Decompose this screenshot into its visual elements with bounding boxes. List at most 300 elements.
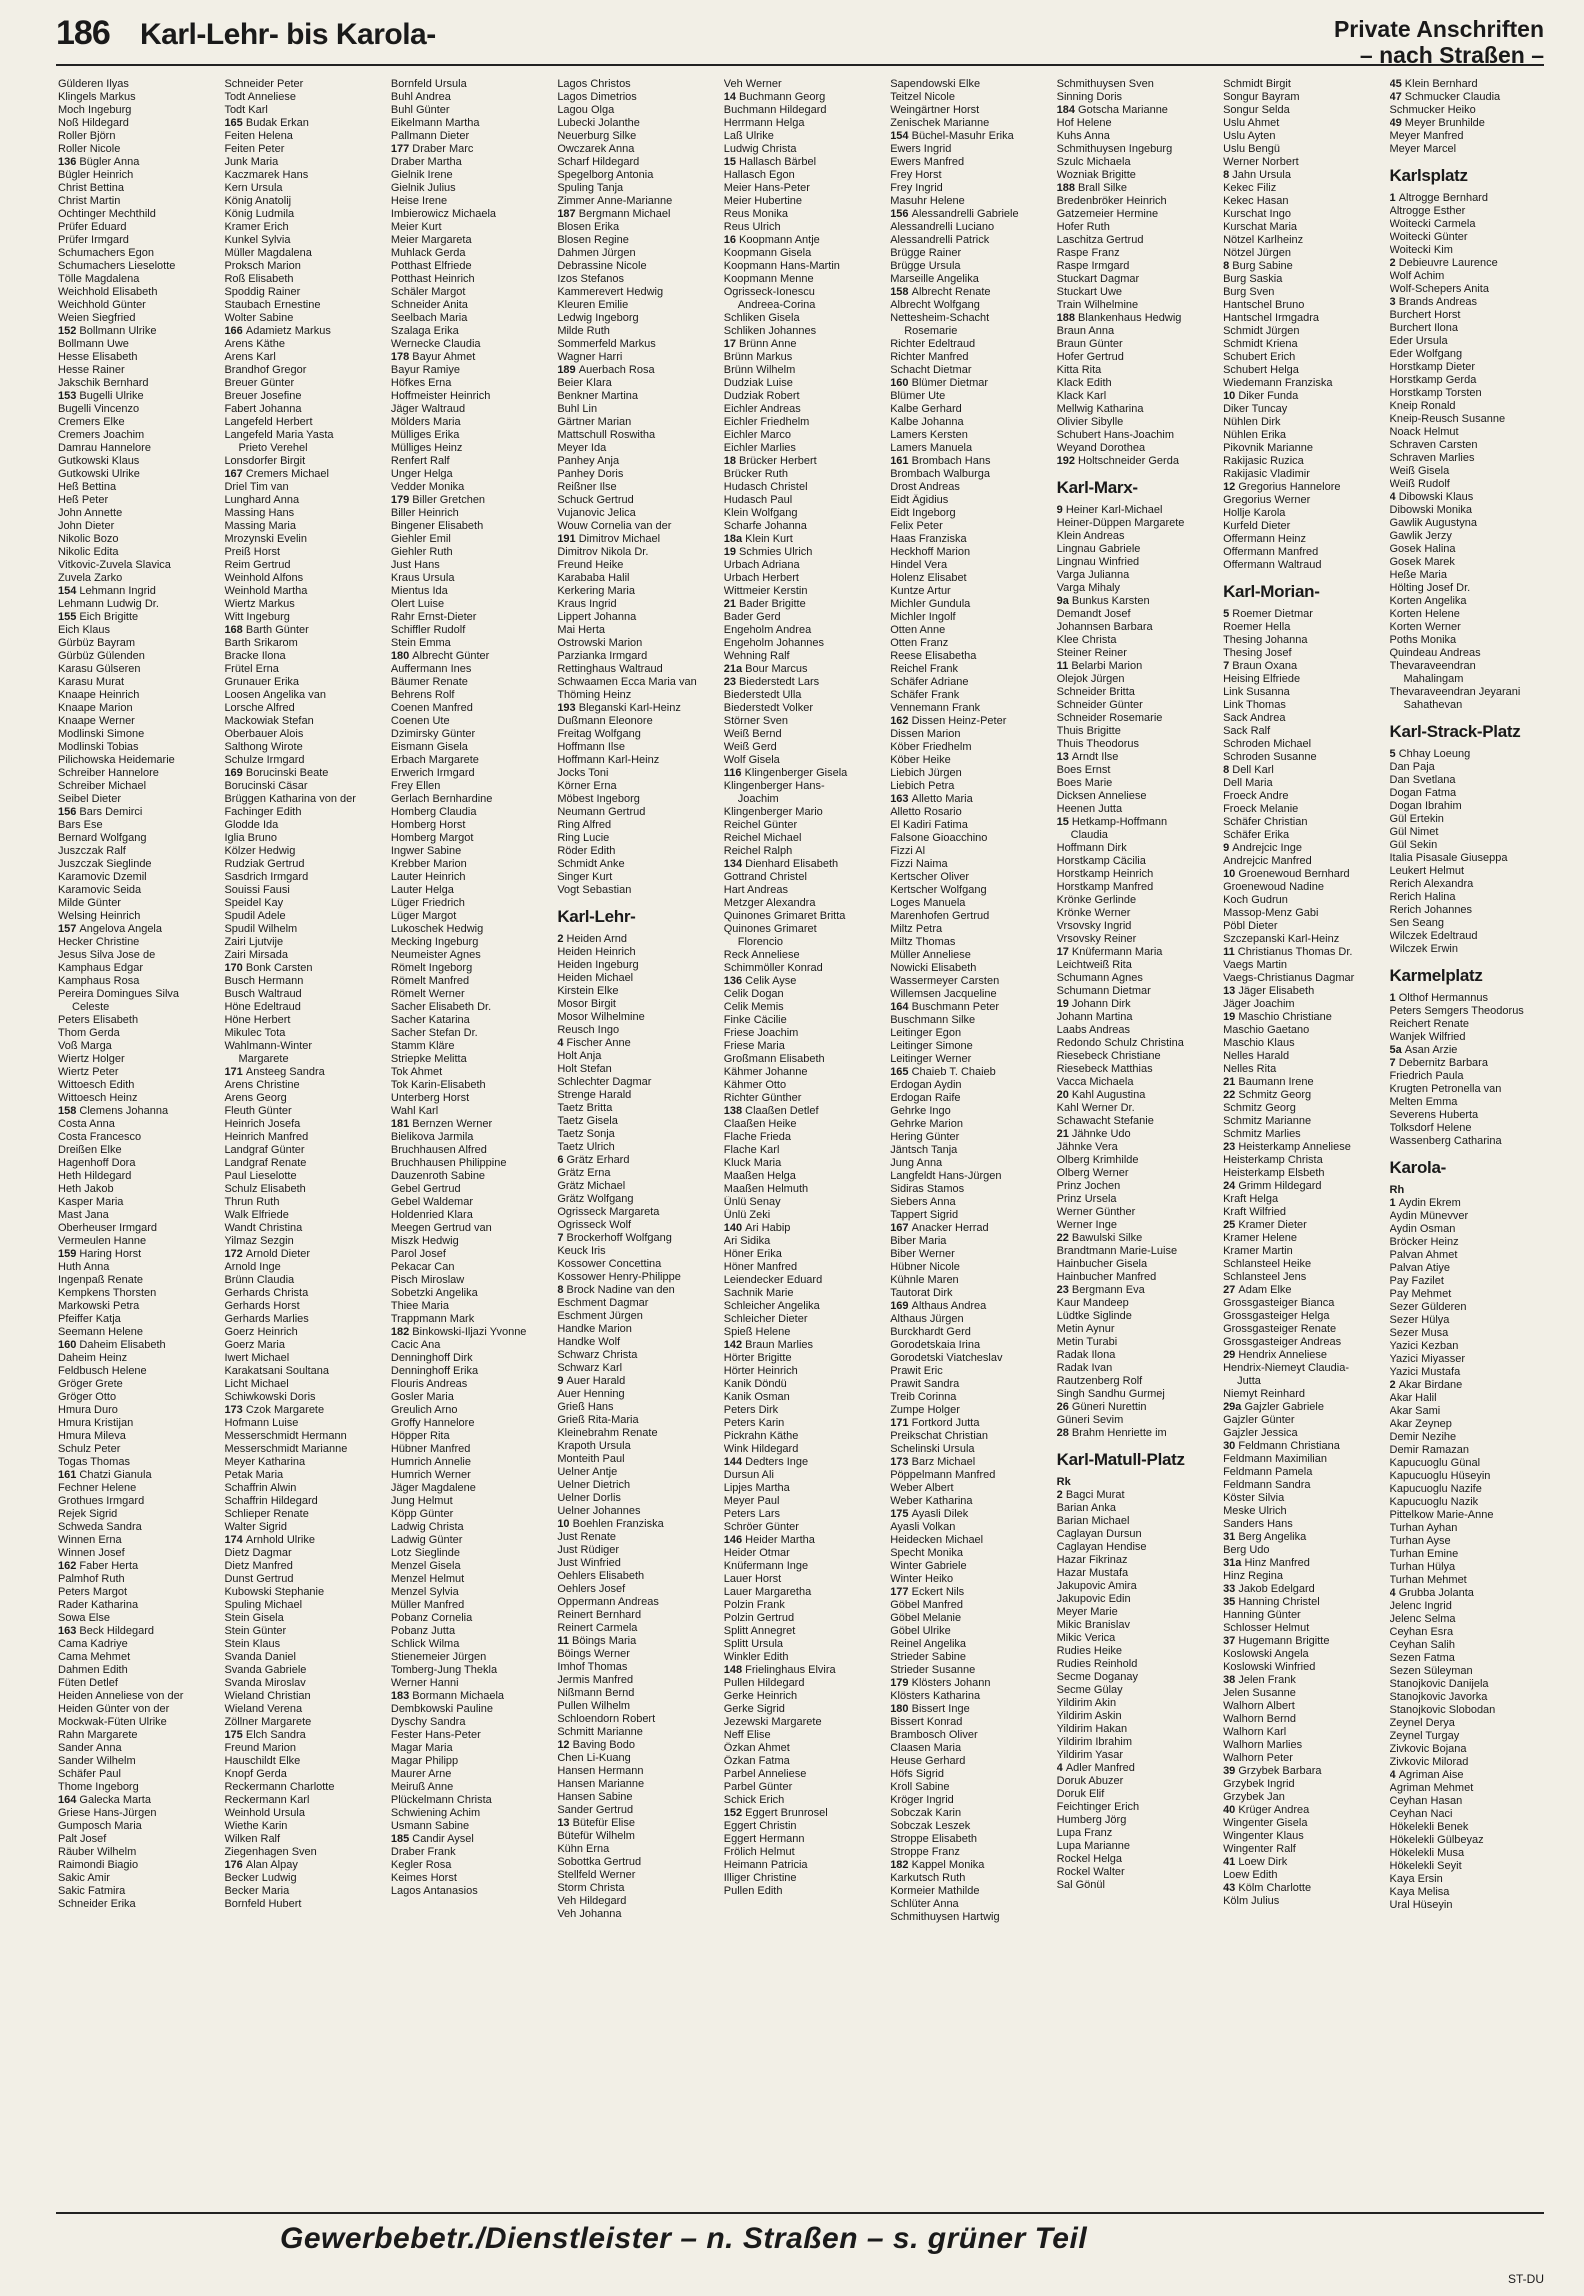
directory-entry: Kalbe Gerhard bbox=[890, 403, 962, 415]
directory-entry: Reus Ulrich bbox=[723, 221, 781, 233]
directory-entry: Hantschel Bruno bbox=[1223, 299, 1305, 311]
directory-entry: Nühlen Dirk bbox=[1223, 416, 1281, 428]
directory-entry: Wiertz Peter bbox=[58, 1066, 119, 1078]
directory-entry: Turhan Mehmet bbox=[1389, 1574, 1467, 1586]
directory-entry: Prüfer Eduard bbox=[58, 221, 127, 233]
directory-entry: Cacic Ana bbox=[390, 1339, 441, 1351]
house-number: 1 bbox=[1389, 992, 1399, 1004]
directory-entry: Humrich Annelie bbox=[390, 1456, 471, 1468]
directory-entry: Gutkowski Klaus bbox=[58, 455, 140, 467]
directory-entry: Neumann Gertrud bbox=[557, 806, 646, 818]
directory-entry: Friese Maria bbox=[723, 1040, 785, 1052]
directory-entry: Ladwig Günter bbox=[390, 1534, 463, 1546]
directory-entry: Offermann Manfred bbox=[1223, 546, 1319, 558]
directory-entry: Schliken Johannes bbox=[723, 325, 817, 337]
directory-entry: 28 Brahm Henriette im bbox=[1056, 1427, 1167, 1439]
directory-entry: 146 Heider Martha bbox=[723, 1534, 815, 1546]
directory-entry: Rockel Helga bbox=[1056, 1853, 1123, 1865]
directory-entry: Ring Alfred bbox=[557, 819, 612, 831]
directory-entry: Gröger Otto bbox=[58, 1391, 117, 1403]
house-number: 43 bbox=[1223, 1882, 1239, 1894]
directory-entry: 136 Celik Ayse bbox=[723, 975, 797, 987]
directory-entry: Roß Elisabeth bbox=[224, 273, 294, 285]
directory-entry: Möbest Ingeborg bbox=[557, 793, 640, 805]
directory-entry: Songur Selda bbox=[1223, 104, 1290, 116]
house-number: 165 bbox=[224, 117, 246, 129]
directory-entry: Heth Jakob bbox=[58, 1183, 114, 1195]
directory-entry: Meyer Marie bbox=[1056, 1606, 1118, 1618]
directory-entry: Rockel Walter bbox=[1056, 1866, 1125, 1878]
directory-entry: Heß Bettina bbox=[58, 481, 117, 493]
directory-entry: Stein Gisela bbox=[224, 1612, 284, 1624]
directory-entry: Otten Anne bbox=[890, 624, 946, 636]
directory-entry: Flache Frieda bbox=[723, 1131, 792, 1143]
directory-entry: Willemsen Jacqueline bbox=[890, 988, 997, 1000]
section-title-line1: Private Anschriften bbox=[1333, 16, 1544, 42]
directory-entry: Knüfermann Inge bbox=[723, 1560, 809, 1572]
directory-entry: Woitecki Günter bbox=[1389, 231, 1468, 243]
directory-entry: Varga Julianna bbox=[1056, 569, 1130, 581]
directory-entry: Körner Erna bbox=[557, 780, 617, 792]
directory-entry: Grossgasteiger Renate bbox=[1223, 1323, 1337, 1335]
directory-entry: Kluck Maria bbox=[723, 1157, 782, 1169]
directory-entry: Langefeld Herbert bbox=[224, 416, 313, 428]
directory-entry: 173 Barz Michael bbox=[890, 1456, 976, 1468]
directory-column bbox=[1057, 78, 1215, 2158]
directory-entry: Sapendowski Elke bbox=[890, 78, 981, 90]
directory-entry: Spudil Adele bbox=[224, 910, 286, 922]
directory-entry: Nowicki Elisabeth bbox=[890, 962, 977, 974]
directory-entry: Friese Joachim bbox=[723, 1027, 799, 1039]
directory-entry: Debrassine Nicole bbox=[557, 260, 647, 272]
directory-entry: Link Thomas bbox=[1223, 699, 1286, 711]
house-number: 19 bbox=[723, 546, 740, 558]
directory-entry: Kossower Henry-Philippe bbox=[557, 1271, 681, 1283]
directory-entry: Rudies Heike bbox=[1056, 1645, 1123, 1657]
directory-entry: Mülliges Heinz bbox=[390, 442, 463, 454]
directory-entry: Prieto Verehel bbox=[238, 442, 308, 454]
directory-entry: 21a Bour Marcus bbox=[723, 663, 808, 675]
directory-entry: Quinones Grimaret bbox=[723, 923, 817, 935]
directory-entry: Denninghoff Erika bbox=[390, 1365, 479, 1377]
directory-entry: Dahmen Edith bbox=[58, 1664, 128, 1676]
directory-entry: Fachinger Edith bbox=[224, 806, 302, 818]
directory-entry: Burchert Horst bbox=[1389, 309, 1461, 321]
house-number: 189 bbox=[557, 364, 579, 376]
directory-entry: Weichhold Elisabeth bbox=[58, 286, 158, 298]
directory-entry: Hoffmann Dirk bbox=[1056, 842, 1127, 854]
house-number: 6 bbox=[557, 1154, 567, 1166]
directory-entry: Hecker Christine bbox=[58, 936, 140, 948]
directory-entry: Korten Werner bbox=[1389, 621, 1461, 633]
page-number: 186 bbox=[56, 14, 110, 52]
directory-entry: Griese Hans-Jürgen bbox=[58, 1807, 157, 1819]
directory-entry: Demir Ramazan bbox=[1389, 1444, 1469, 1456]
house-number: 27 bbox=[1223, 1284, 1239, 1296]
directory-entry: Pobanz Cornelia bbox=[390, 1612, 473, 1624]
directory-entry: Gül Ertekin bbox=[1389, 813, 1444, 825]
directory-entry: Pallmann Dieter bbox=[390, 130, 470, 142]
directory-entry: Thuis Brigitte bbox=[1056, 725, 1121, 737]
directory-entry: Karakatsani Soultana bbox=[224, 1365, 330, 1377]
house-number: 163 bbox=[58, 1625, 80, 1637]
directory-entry: Schaffrin Alwin bbox=[224, 1482, 297, 1494]
directory-entry: Meier Kurt bbox=[390, 221, 442, 233]
directory-entry: Milde Ruth bbox=[557, 325, 610, 337]
directory-entry: Ostrowski Marion bbox=[557, 637, 643, 649]
directory-entry: Lorsche Alfred bbox=[224, 702, 295, 714]
directory-entry: Finke Cäcilie bbox=[723, 1014, 787, 1026]
directory-entry: Göbel Ulrike bbox=[890, 1625, 951, 1637]
directory-entry: 13 Jäger Elisabeth bbox=[1223, 985, 1315, 997]
house-number: 148 bbox=[723, 1664, 746, 1676]
directory-entry: Witt Ingeburg bbox=[224, 611, 290, 623]
directory-entry: 159 Haring Horst bbox=[58, 1248, 142, 1260]
directory-entry: Jakschik Bernhard bbox=[58, 377, 149, 389]
directory-entry: 179 Klösters Johann bbox=[890, 1677, 991, 1689]
directory-entry: Schäler Margot bbox=[390, 286, 466, 298]
directory-entry: Dyschy Sandra bbox=[390, 1716, 466, 1728]
directory-entry: Klingels Markus bbox=[58, 91, 136, 103]
directory-entry: Welsing Heinrich bbox=[58, 910, 141, 922]
house-number: 13 bbox=[1056, 751, 1072, 763]
directory-entry: Florencio bbox=[737, 936, 783, 948]
street-heading: Karl-Marx- bbox=[1056, 478, 1138, 497]
directory-entry: Sezer Hülya bbox=[1389, 1314, 1450, 1326]
directory-entry: Lagos Antanasios bbox=[390, 1885, 478, 1897]
directory-entry: Brambosch Oliver bbox=[890, 1729, 978, 1741]
directory-entry: Gürbüz Bayram bbox=[58, 637, 136, 649]
directory-entry: Pfeiffer Katja bbox=[58, 1313, 121, 1325]
directory-entry: Schneider Erika bbox=[58, 1898, 136, 1910]
directory-entry: Kapucuoglu Hüseyin bbox=[1389, 1470, 1491, 1482]
directory-entry: Lingnau Winfried bbox=[1056, 556, 1140, 568]
directory-entry: Meyer Manfred bbox=[1389, 130, 1464, 142]
house-number: 40 bbox=[1223, 1804, 1239, 1816]
house-number: 3 bbox=[1389, 296, 1399, 308]
directory-entry: Schmitz Marlies bbox=[1223, 1128, 1301, 1140]
directory-entry: Eidt Ägidius bbox=[890, 494, 949, 506]
directory-entry: Schreiber Michael bbox=[58, 780, 147, 792]
directory-entry: Cama Mehmet bbox=[58, 1651, 131, 1663]
directory-entry: Gröger Grete bbox=[58, 1378, 123, 1390]
directory-entry: 17 Knüfermann Maria bbox=[1056, 946, 1163, 958]
directory-entry: 33 Jakob Edelgard bbox=[1223, 1583, 1315, 1595]
directory-entry: Beier Klara bbox=[557, 377, 612, 389]
directory-entry: 6 Grätz Erhard bbox=[557, 1154, 630, 1166]
house-number: 175 bbox=[890, 1508, 912, 1520]
directory-entry: Flouris Andreas bbox=[390, 1378, 468, 1390]
directory-entry: Groffy Hannelore bbox=[390, 1417, 475, 1429]
directory-entry: Meegen Gertrud van bbox=[390, 1222, 492, 1234]
directory-entry: Markowski Petra bbox=[58, 1300, 140, 1312]
house-number: 21 bbox=[1223, 1076, 1239, 1088]
directory-entry: Frey Horst bbox=[890, 169, 942, 181]
house-number: 162 bbox=[890, 715, 912, 727]
directory-entry: Rahr Ernst-Dieter bbox=[390, 611, 477, 623]
directory-entry: Wittmeier Kerstin bbox=[723, 585, 808, 597]
directory-entry: Gärtner Marian bbox=[557, 416, 632, 428]
directory-entry: Heinrich Josefa bbox=[224, 1118, 301, 1130]
directory-entry: Vitkovic-Zuvela Slavica bbox=[58, 559, 171, 571]
directory-entry: Vrsovsky Ingrid bbox=[1056, 920, 1132, 932]
directory-entry: 31a Hinz Manfred bbox=[1223, 1557, 1310, 1569]
house-number: 17 bbox=[1056, 946, 1072, 958]
house-number: 2 bbox=[1389, 1379, 1399, 1391]
directory-entry: Peters Elisabeth bbox=[58, 1014, 139, 1026]
directory-entry: Nikolic Edita bbox=[58, 546, 119, 558]
directory-entry: Bollmann Uwe bbox=[58, 338, 129, 350]
directory-entry: Coenen Ute bbox=[390, 715, 450, 727]
house-number: 183 bbox=[390, 1690, 413, 1702]
directory-entry: 15 Hetkamp-Hoffmann bbox=[1056, 816, 1168, 828]
directory-entry: Heße Maria bbox=[1389, 569, 1447, 581]
directory-entry: 182 Kappel Monika bbox=[890, 1859, 985, 1871]
directory-entry: Dibowski Monika bbox=[1389, 504, 1473, 516]
directory-entry: Schiwkowski Doris bbox=[224, 1391, 316, 1403]
directory-entry: Svanda Gabriele bbox=[224, 1664, 307, 1676]
directory-entry: Link Susanna bbox=[1223, 686, 1290, 698]
directory-entry: Kossower Concettina bbox=[557, 1258, 662, 1270]
directory-entry: Panhey Anja bbox=[557, 455, 620, 467]
directory-entry: Szczepanski Karl-Heinz bbox=[1223, 933, 1340, 945]
house-number: 4 bbox=[557, 1037, 567, 1049]
house-number: 193 bbox=[557, 702, 579, 714]
directory-entry: Eschment Jürgen bbox=[557, 1310, 643, 1322]
directory-entry: Peters Karin bbox=[723, 1417, 785, 1429]
house-number: 171 bbox=[890, 1417, 912, 1429]
directory-entry: Wiethe Karin bbox=[224, 1820, 288, 1832]
directory-entry: Kalbe Johanna bbox=[890, 416, 964, 428]
directory-entry: Fizzi Al bbox=[890, 845, 926, 857]
directory-entry: Hesse Rainer bbox=[58, 364, 125, 376]
directory-entry: Milde Günter bbox=[58, 897, 121, 909]
directory-entry: Eichler Friedhelm bbox=[723, 416, 810, 428]
house-number: 2 bbox=[1389, 257, 1399, 269]
directory-entry: 2 Debieuvre Laurence bbox=[1389, 257, 1498, 269]
directory-entry: Zimmer Anne-Marianne bbox=[557, 195, 673, 207]
directory-entry: Schweda Sandra bbox=[58, 1521, 142, 1533]
directory-entry: Jelen Susanne bbox=[1223, 1687, 1296, 1699]
directory-entry: 5a Asan Arzie bbox=[1389, 1044, 1458, 1056]
directory-entry: Bayur Ramiye bbox=[390, 364, 460, 376]
directory-entry: Roller Nicole bbox=[58, 143, 121, 155]
directory-entry: 9 Auer Harald bbox=[557, 1375, 626, 1387]
directory-entry: Hübner Nicole bbox=[890, 1261, 960, 1273]
directory-entry: 47 Schmucker Claudia bbox=[1389, 91, 1501, 103]
directory-entry: Gerhards Christa bbox=[224, 1287, 309, 1299]
directory-entry: Lagos Dimetrios bbox=[557, 91, 637, 103]
directory-entry: Eich Klaus bbox=[58, 624, 110, 636]
directory-entry: Christ Bettina bbox=[58, 182, 125, 194]
directory-entry: Brünn Markus bbox=[723, 351, 793, 363]
directory-entry: Zairi Ljutvije bbox=[224, 936, 284, 948]
directory-entry: Svanda Daniel bbox=[224, 1651, 296, 1663]
directory-entry: Andrejcic Manfred bbox=[1223, 855, 1312, 867]
directory-entry: Wernecke Claudia bbox=[390, 338, 481, 350]
directory-entry: Froeck Andre bbox=[1223, 790, 1289, 802]
directory-entry: Ledwig Ingeborg bbox=[557, 312, 639, 324]
directory-entry: Burckhardt Gerd bbox=[890, 1326, 971, 1338]
directory-entry: Thome Ingeborg bbox=[58, 1781, 139, 1793]
directory-entry: Bredenbröker Heinrich bbox=[1056, 195, 1167, 207]
directory-entry: Pekacar Can bbox=[390, 1261, 455, 1273]
directory-entry: Maschio Klaus bbox=[1223, 1037, 1295, 1049]
directory-entry: Vacca Michaela bbox=[1056, 1076, 1134, 1088]
directory-entry: Kirstein Elke bbox=[557, 985, 619, 997]
directory-entry: Mölders Maria bbox=[390, 416, 461, 428]
directory-entry: Holenz Elisabet bbox=[890, 572, 967, 584]
directory-entry: Zenischek Marianne bbox=[890, 117, 990, 129]
directory-entry: Friedrich Paula bbox=[1389, 1070, 1464, 1082]
directory-entry: Drost Andreas bbox=[890, 481, 960, 493]
directory-entry: Heimann Patricia bbox=[723, 1859, 808, 1871]
directory-entry: 4 Dibowski Klaus bbox=[1389, 491, 1474, 503]
directory-entry: Ewers Manfred bbox=[890, 156, 965, 168]
directory-entry: Sinning Doris bbox=[1056, 91, 1123, 103]
directory-entry: Brünn Wilhelm bbox=[723, 364, 796, 376]
directory-entry: Hainbucher Gisela bbox=[1056, 1258, 1148, 1270]
directory-entry: Schmitt Marianne bbox=[557, 1726, 643, 1738]
directory-entry: Niemyt Reinhard bbox=[1223, 1388, 1305, 1400]
directory-entry: Nelles Harald bbox=[1223, 1050, 1290, 1062]
directory-entry: Wiertz Holger bbox=[58, 1053, 125, 1065]
directory-entry: Pereira Domingues Silva bbox=[58, 988, 180, 1000]
directory-entry: Feldbusch Helene bbox=[58, 1365, 147, 1377]
directory-entry: Preiß Horst bbox=[224, 546, 281, 558]
directory-entry: Proksch Marion bbox=[224, 260, 301, 272]
directory-entry: Hof Helene bbox=[1056, 117, 1112, 129]
directory-entry: Bars Ese bbox=[58, 819, 103, 831]
directory-entry: Johannsen Barbara bbox=[1056, 621, 1153, 633]
directory-entry: Staubach Ernestine bbox=[224, 299, 321, 311]
house-number: 134 bbox=[723, 858, 746, 870]
directory-entry: Secme Gülay bbox=[1056, 1684, 1123, 1696]
directory-entry: Hering Günter bbox=[890, 1131, 960, 1143]
directory-entry: 25 Kramer Dieter bbox=[1223, 1219, 1307, 1231]
directory-entry: Schaffrin Hildegard bbox=[224, 1495, 318, 1507]
directory-entry: Kertscher Wolfgang bbox=[890, 884, 987, 896]
directory-entry: Yildirim Yasar bbox=[1056, 1749, 1124, 1761]
directory-entry: Schwarz Karl bbox=[557, 1362, 623, 1374]
directory-entry: Tölle Magdalena bbox=[58, 273, 140, 285]
directory-entry: Bracke Ilona bbox=[224, 650, 286, 662]
directory-entry: 158 Albrecht Renate bbox=[890, 286, 991, 298]
directory-entry: Laschitza Gertrud bbox=[1056, 234, 1144, 246]
directory-entry: 13 Bütefür Elise bbox=[557, 1817, 635, 1829]
directory-entry: Mosor Wilhelmine bbox=[557, 1011, 645, 1023]
directory-entry: Cremers Joachim bbox=[58, 429, 145, 441]
directory-entry: Szalaga Erika bbox=[390, 325, 459, 337]
directory-entry: Heisterkamp Elsbeth bbox=[1223, 1167, 1325, 1179]
directory-entry: Yilmaz Sezgin bbox=[224, 1235, 294, 1247]
directory-entry: 175 Ayasli Dilek bbox=[890, 1508, 969, 1520]
directory-entry: 166 Adamietz Markus bbox=[224, 325, 331, 337]
directory-entry: Neff Elise bbox=[723, 1729, 771, 1741]
directory-entry: Junk Maria bbox=[224, 156, 279, 168]
directory-entry: 144 Dedters Inge bbox=[723, 1456, 809, 1468]
directory-entry: Vennemann Frank bbox=[890, 702, 981, 714]
directory-entry: 8 Burg Sabine bbox=[1223, 260, 1293, 272]
directory-entry: 26 Güneri Nurettin bbox=[1056, 1401, 1147, 1413]
directory-entry: Grossgasteiger Bianca bbox=[1223, 1297, 1335, 1309]
directory-entry: Sowa Else bbox=[58, 1612, 110, 1624]
directory-entry: 1 Aydin Ekrem bbox=[1389, 1197, 1461, 1209]
directory-entry: Messerschmidt Hermann bbox=[224, 1430, 347, 1442]
directory-entry: Schliken Gisela bbox=[723, 312, 800, 324]
directory-entry: 188 Blankenhaus Hedwig bbox=[1056, 312, 1182, 324]
directory-entry: Burg Saskia bbox=[1223, 273, 1283, 285]
house-number: 179 bbox=[890, 1677, 912, 1689]
directory-entry: 2 Akar Birdane bbox=[1389, 1379, 1463, 1391]
directory-entry: Kapucuoglu Nazife bbox=[1389, 1483, 1482, 1495]
directory-entry: Ogrisseck Wolf bbox=[557, 1219, 632, 1231]
house-number: 9 bbox=[557, 1375, 567, 1387]
directory-entry: Stroppe Franz bbox=[890, 1846, 960, 1858]
directory-entry: 2 Bagci Murat bbox=[1056, 1489, 1125, 1501]
directory-entry: Huth Anna bbox=[58, 1261, 110, 1273]
directory-entry: Riesebeck Matthias bbox=[1056, 1063, 1153, 1075]
directory-entry: Klösters Katharina bbox=[890, 1690, 981, 1702]
directory-entry: Hmura Kristijan bbox=[58, 1417, 134, 1429]
directory-entry: Potthast Heinrich bbox=[390, 273, 475, 285]
house-number: 164 bbox=[58, 1794, 80, 1806]
directory-entry: Grunauer Erika bbox=[224, 676, 300, 688]
directory-entry: 164 Buschmann Peter bbox=[890, 1001, 1000, 1013]
directory-entry: Peters Semgers Theodorus bbox=[1389, 1005, 1524, 1017]
directory-entry: Loew Edith bbox=[1223, 1869, 1278, 1881]
directory-entry: Brügge Ursula bbox=[890, 260, 961, 272]
directory-entry: Buhl Lin bbox=[557, 403, 598, 415]
directory-entry: Biber Werner bbox=[890, 1248, 955, 1260]
directory-entry: Klingenberger Mario bbox=[723, 806, 823, 818]
directory-entry: Langefeld Maria Yasta bbox=[224, 429, 334, 441]
district-code: Rh bbox=[1389, 1184, 1405, 1196]
directory-entry: Reckermann Charlotte bbox=[224, 1781, 335, 1793]
street-heading: Karlsplatz bbox=[1389, 166, 1468, 185]
directory-entry: Gregorius Werner bbox=[1223, 494, 1311, 506]
house-number: 8 bbox=[557, 1284, 567, 1296]
directory-entry: Wingenter Gisela bbox=[1223, 1817, 1308, 1829]
directory-entry: Wolter Sabine bbox=[224, 312, 294, 324]
directory-entry: Hansen Marianne bbox=[557, 1778, 645, 1790]
directory-entry: Mackowiak Stefan bbox=[224, 715, 314, 727]
directory-entry: Draber Martha bbox=[390, 156, 462, 168]
directory-entry: Treib Corinna bbox=[890, 1391, 957, 1403]
directory-entry: Stanojkovic Slobodan bbox=[1389, 1704, 1496, 1716]
directory-entry: Alletto Rosario bbox=[890, 806, 962, 818]
directory-entry: König Anatolij bbox=[224, 195, 292, 207]
house-number: 4 bbox=[1056, 1762, 1066, 1774]
directory-entry: Nühlen Erika bbox=[1223, 429, 1287, 441]
directory-entry: Parol Josef bbox=[390, 1248, 446, 1260]
directory-entry: Schawacht Stefanie bbox=[1056, 1115, 1154, 1127]
directory-entry: Strieder Susanne bbox=[890, 1664, 976, 1676]
directory-entry: Schmitz Georg bbox=[1223, 1102, 1296, 1114]
directory-entry: Zeynel Derya bbox=[1389, 1717, 1455, 1729]
directory-entry: Brügge Rainer bbox=[890, 247, 962, 259]
house-number: 22 bbox=[1223, 1089, 1239, 1101]
directory-entry: Bugelli Vincenzo bbox=[58, 403, 140, 415]
page-range-title: Karl-Lehr- bis Karola- bbox=[140, 18, 436, 51]
directory-entry: Prüfer Irmgard bbox=[58, 234, 129, 246]
directory-entry: Peters Dirk bbox=[723, 1404, 779, 1416]
directory-entry: Gottrand Christel bbox=[723, 871, 807, 883]
directory-entry: Nißmann Bernd bbox=[557, 1687, 635, 1699]
directory-column bbox=[724, 78, 882, 2158]
directory-entry: Hökelekli Benek bbox=[1389, 1821, 1469, 1833]
directory-entry: 7 Brockerhoff Wolfgang bbox=[557, 1232, 672, 1244]
